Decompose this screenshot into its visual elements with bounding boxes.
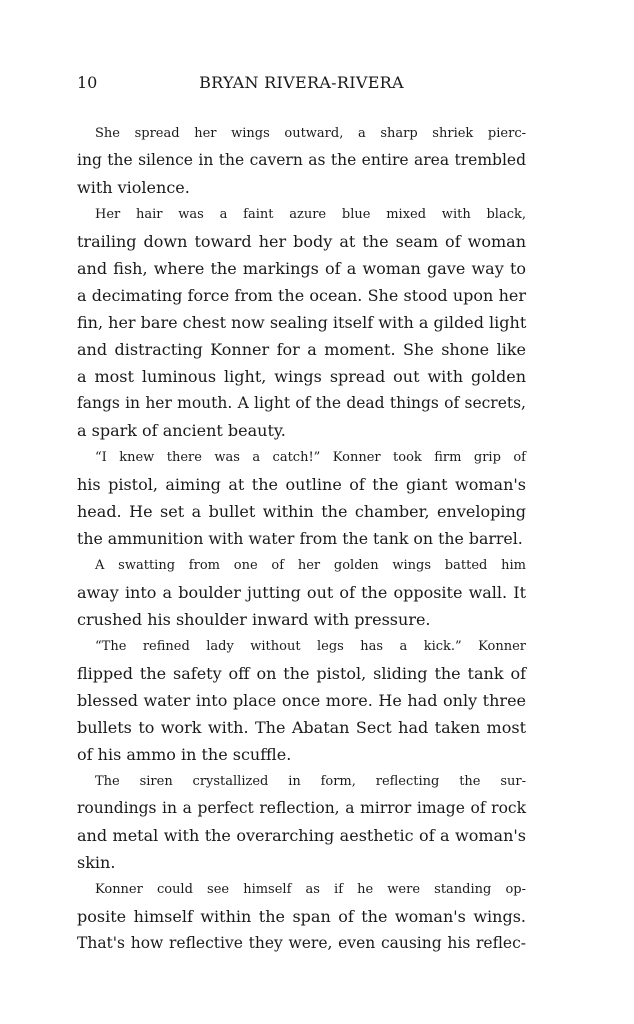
text-line: and metal with the overarching aesthetic of a woman's: [77, 826, 526, 845]
text-line: “I knew there was a catch!” Konner took firm grip of: [95, 450, 526, 465]
text-line: blessed water into place once more. He had only three: [77, 691, 526, 710]
text-line: his pistol, aiming at the outline of the giant woman's: [77, 475, 526, 494]
text-line: trailing down toward her body at the seam of woman: [77, 232, 526, 251]
text-line: flipped the safety off on the pistol, sliding the tank of: [77, 664, 526, 683]
paragraph-6: [77, 768, 526, 876]
text-line: head. He set a bullet within the chamber, enveloping: [77, 502, 526, 521]
text-line: with violence.: [77, 178, 190, 197]
text-line: A swatting from one of her golden wings batted him: [95, 558, 526, 573]
text-line: fangs in her mouth. A light of the dead things of secrets,: [77, 394, 526, 412]
text-line: Konner could see himself as if he were standing op-: [95, 882, 526, 897]
text-line: a spark of ancient beauty.: [77, 421, 286, 440]
text-line: skin.: [77, 853, 116, 872]
text-line: roundings in a perfect reflection, a mirror image of rock: [77, 799, 526, 817]
text-line: and distracting Konner for a moment. She shone like: [77, 340, 526, 359]
paragraph-1: [77, 120, 526, 201]
paragraph-3: [77, 444, 526, 552]
text-line: That's how reflective they were, even causing his reflec-: [77, 934, 526, 952]
running-head: [77, 71, 526, 95]
paragraph-7: [77, 876, 526, 957]
text-line: and fish, where the markings of a woman gave way to: [77, 259, 526, 278]
running-head-author: BRYAN RIVERA-RIVERA: [199, 73, 404, 92]
text-line: “The refined lady without legs has a kick.” Konner: [95, 639, 526, 654]
text-line: She spread her wings outward, a sharp shriek pierc-: [95, 126, 526, 141]
paragraph-5: [77, 633, 526, 768]
text-line: of his ammo in the scuffle.: [77, 745, 292, 764]
body-text: [77, 120, 526, 957]
text-line: away into a boulder jutting out of the opposite wall. It: [77, 583, 526, 602]
text-line: ing the silence in the cavern as the entire area trembled: [77, 151, 526, 169]
text-line: posite himself within the span of the woman's wings.: [77, 907, 526, 926]
text-line: The siren crystallized in form, reflecting the sur-: [95, 774, 526, 789]
text-line: a most luminous light, wings spread out with golden: [77, 367, 526, 386]
text-line: bullets to work with. The Abatan Sect had taken most: [77, 718, 526, 737]
paragraph-2: [77, 201, 526, 444]
text-line: the ammunition with water from the tank on the barrel.: [77, 529, 523, 548]
page-number: 10: [77, 73, 98, 92]
text-line: crushed his shoulder inward with pressure.: [77, 610, 431, 629]
paragraph-4: [77, 552, 526, 633]
text-line: fin, her bare chest now sealing itself with a gilded light: [77, 313, 527, 332]
text-line: Her hair was a faint azure blue mixed with black,: [95, 207, 526, 222]
text-line: a decimating force from the ocean. She stood upon her: [77, 286, 526, 305]
